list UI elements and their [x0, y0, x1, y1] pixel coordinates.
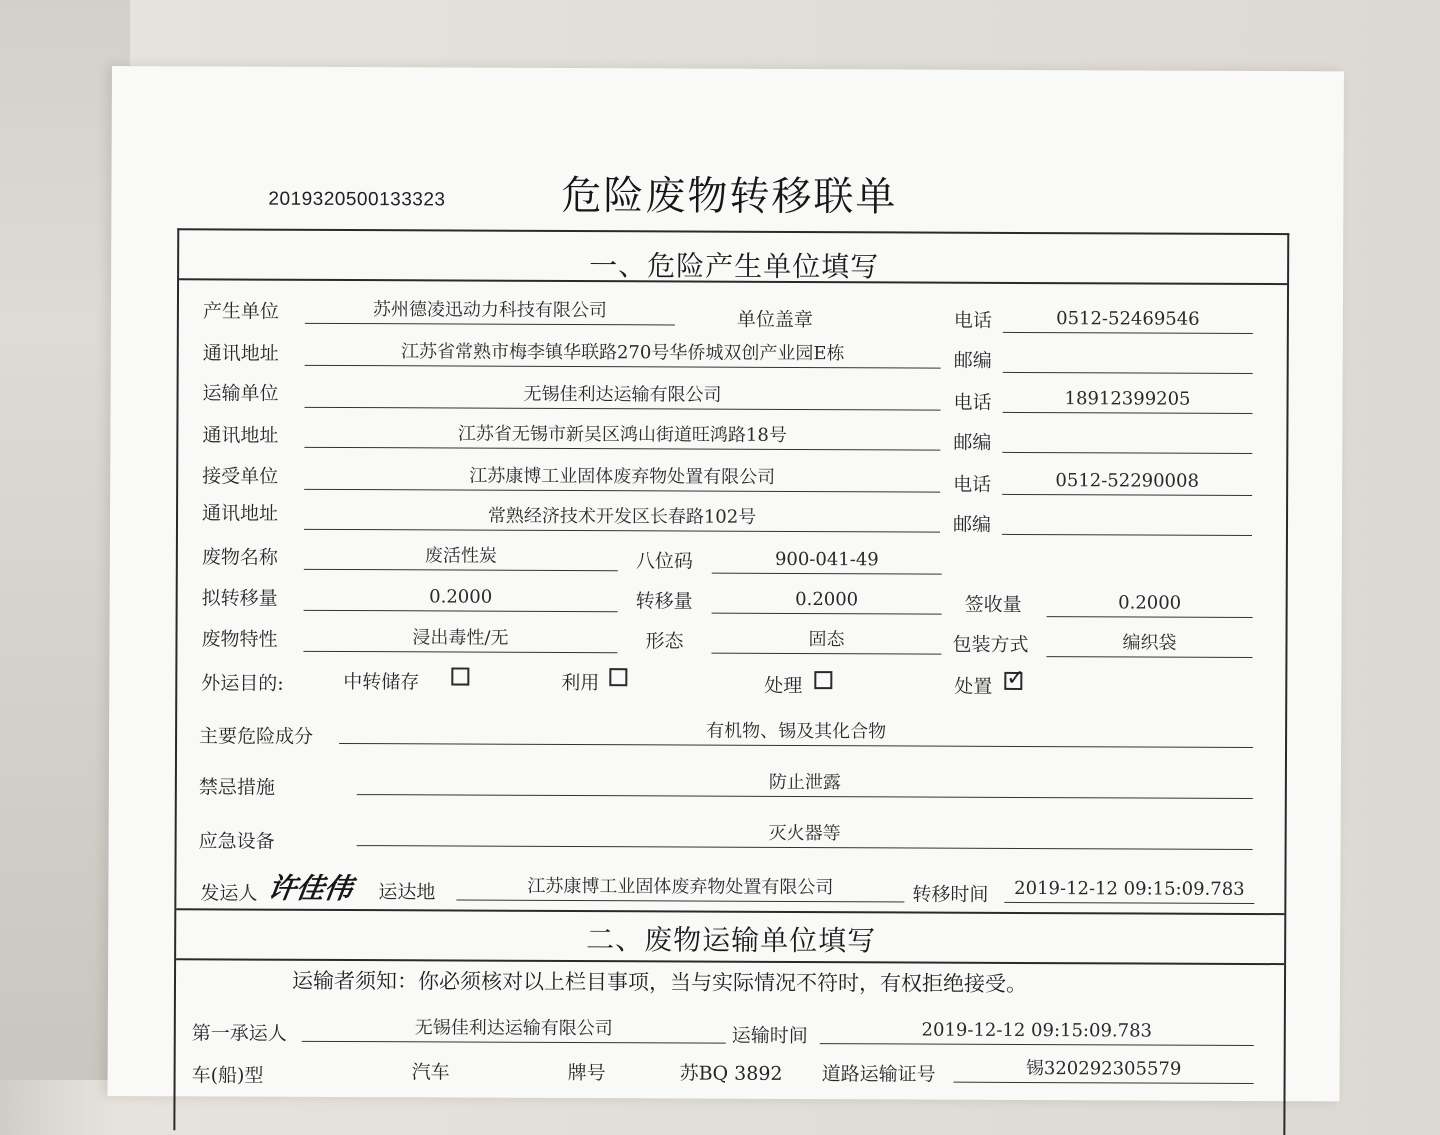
transporter-field: 无锡佳利达运输有限公司: [305, 381, 941, 411]
transporter-phone-label: 电话: [953, 391, 992, 414]
receiver-phone-field: 0512-52290008: [1002, 468, 1252, 496]
shipper-label: 发运人: [200, 882, 258, 905]
producer-label: 产生单位: [202, 300, 279, 323]
waste-name-label: 废物名称: [201, 546, 278, 569]
purpose-option-utilize-label: 利用: [561, 671, 600, 695]
producer-address-label: 通讯地址: [202, 342, 279, 365]
producer-field: 苏州德凌迅动力科技有限公司: [305, 297, 675, 326]
transfer-qty-field: 0.2000: [712, 587, 942, 615]
carrier-field: 无锡佳利达运输有限公司: [302, 1015, 726, 1044]
receiver-address-label: 通讯地址: [202, 502, 279, 525]
transporter-postcode-label: 邮编: [953, 431, 992, 454]
hazard-label: 主要危险成分: [199, 725, 314, 748]
forbidden-field: 防止泄露: [357, 768, 1253, 799]
purpose-label: 外运目的:: [201, 672, 284, 695]
transport-time-label: 运输时间: [731, 1024, 808, 1048]
transporter-label: 运输单位: [202, 382, 279, 405]
receiver-postcode-field: [1002, 508, 1252, 536]
carrier-label: 第一承运人: [191, 1022, 287, 1045]
form-field: 固态: [711, 627, 941, 655]
receiver-phone-label: 电话: [953, 473, 992, 496]
section-divider: [176, 908, 1284, 915]
transfer-time-label: 转移时间: [912, 883, 989, 906]
shipper-signature: 许佳伟: [265, 871, 355, 906]
receiver-label: 接受单位: [202, 465, 279, 488]
forbidden-label: 禁忌措施: [198, 776, 275, 799]
document-number: 2019320500133323: [268, 188, 446, 211]
seal-label: 单位盖章: [736, 308, 813, 332]
purpose-utilize-checkbox[interactable]: [609, 668, 627, 686]
waste-name-field: 废活性炭: [304, 543, 618, 571]
permit-label: 道路运输证号: [821, 1063, 936, 1086]
emergency-label: 应急设备: [198, 830, 275, 853]
manifest-sheet: [108, 66, 1344, 1101]
property-field: 浸出毒性/无: [303, 625, 617, 653]
received-qty-label: 签收量: [964, 593, 1022, 616]
vehicle-type-label: 车(船)型: [191, 1064, 264, 1087]
producer-postcode-field: [1003, 346, 1253, 374]
plate-value: 苏BQ 3892: [679, 1062, 783, 1085]
hazard-field: 有机物、锡及其化合物: [339, 717, 1253, 748]
vehicle-type-value: 汽车: [411, 1061, 450, 1084]
purpose-option-treat-label: 处理: [764, 674, 803, 698]
section2-heading: 二、废物运输单位填写: [586, 923, 877, 958]
purpose-option-storage-label: 中转储存: [343, 671, 420, 694]
planned-qty-field: 0.2000: [304, 584, 618, 612]
packaging-label: 包装方式: [952, 633, 1029, 657]
purpose-dispose-checkbox[interactable]: ✓: [1006, 665, 1025, 691]
producer-phone-label: 电话: [953, 309, 992, 332]
code-label: 八位码: [635, 550, 693, 573]
form-label: 形态: [645, 630, 684, 653]
transport-time-field: 2019-12-12 09:15:09.783: [820, 1017, 1254, 1046]
planned-qty-label: 拟转移量: [201, 587, 278, 610]
code-field: 900-041-49: [712, 547, 942, 575]
transfer-qty-label: 转移量: [635, 590, 693, 613]
receiver-field: 江苏康博工业固体废弃物处置有限公司: [304, 463, 940, 493]
producer-postcode-label: 邮编: [953, 349, 992, 372]
transporter-address-label: 通讯地址: [202, 424, 279, 447]
property-label: 废物特性: [201, 628, 278, 651]
destination-label: 运达地: [378, 881, 436, 904]
section1-heading: 一、危险产生单位填写: [589, 249, 880, 284]
producer-address-field: 江苏省常熟市梅李镇华联路270号华侨城双创产业园E栋: [305, 339, 941, 369]
transporter-postcode-field: [1002, 426, 1252, 454]
transfer-time-field: 2019-12-12 09:15:09.783: [1004, 876, 1254, 904]
transporter-address-field: 江苏省无锡市新吴区鸿山街道旺鸿路18号: [304, 421, 940, 451]
document-title: 危险废物转移联单: [561, 172, 898, 221]
transporter-phone-field: 18912399205: [1002, 386, 1252, 414]
producer-phone-field: 0512-52469546: [1003, 306, 1253, 334]
receiver-address-field: 常熟经济技术开发区长春路102号: [304, 503, 940, 533]
packaging-field: 编织袋: [1046, 630, 1252, 658]
emergency-field: 灭火器等: [357, 819, 1253, 850]
permit-field: 锡320292305579: [954, 1056, 1254, 1084]
plate-label: 牌号: [567, 1061, 606, 1085]
receiver-postcode-label: 邮编: [952, 513, 992, 536]
purpose-treat-checkbox[interactable]: [814, 671, 832, 689]
received-qty-field: 0.2000: [1047, 590, 1253, 618]
transport-notice: 运输者须知：你必须核对以上栏目事项，当与实际情况不符时，有权拒绝接受。: [291, 968, 1028, 997]
purpose-storage-checkbox[interactable]: [451, 667, 469, 685]
destination-field: 江苏康博工业固体废弃物处置有限公司: [456, 874, 904, 903]
purpose-option-dispose-label: 处置: [954, 675, 993, 698]
